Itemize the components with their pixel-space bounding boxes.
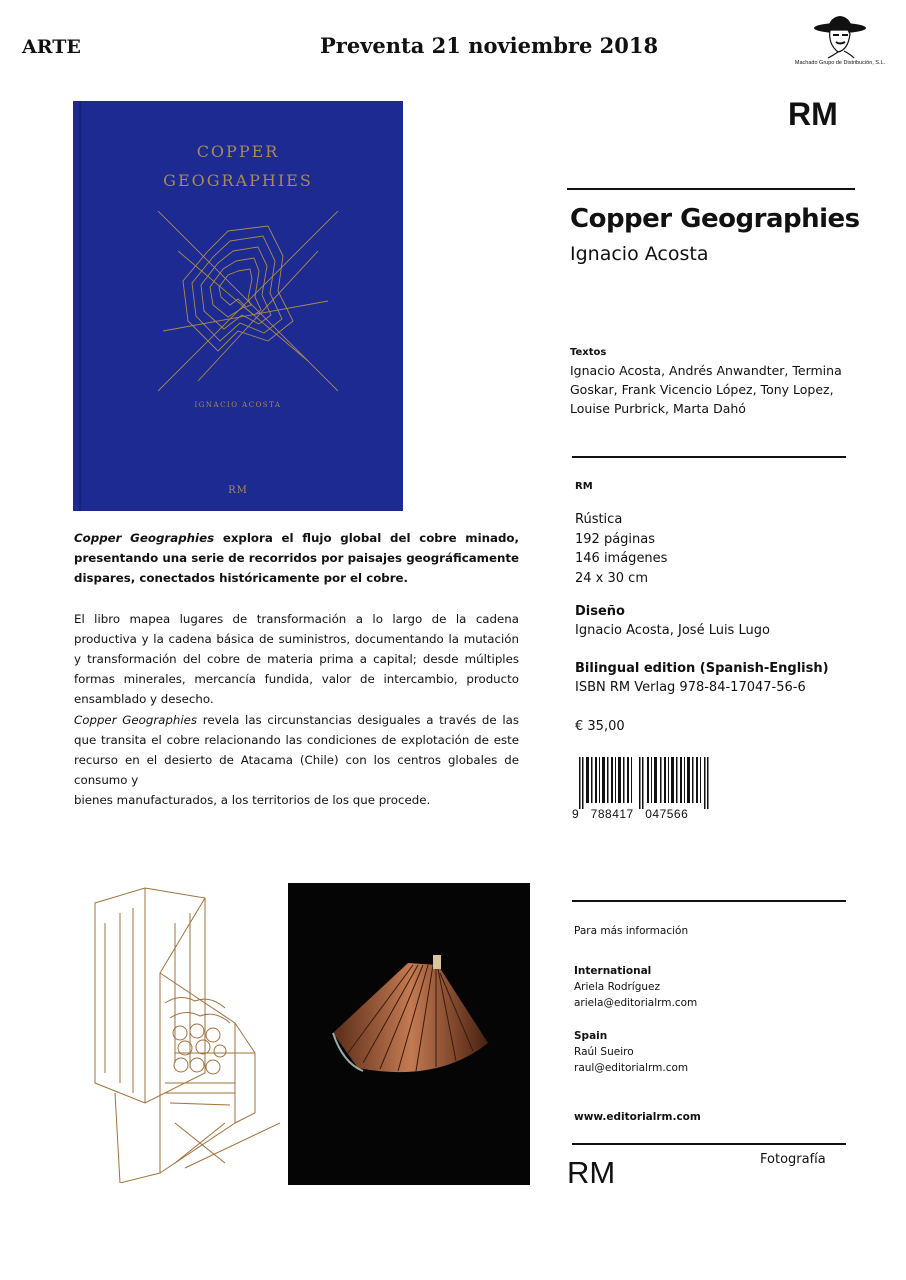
barcode-icon <box>577 757 712 809</box>
design-label: Diseño <box>575 604 625 619</box>
website-link[interactable]: www.editorialrm.com <box>574 1111 701 1123</box>
international-contact-name: Ariela Rodríguez <box>574 981 661 993</box>
section-label: ARTE <box>22 36 81 58</box>
description-paragraph: bienes manufacturados, a los territorios de los que procede. <box>74 793 431 807</box>
book-author: Ignacio Acosta <box>570 243 709 265</box>
publisher-logo: RM <box>788 96 838 132</box>
copper-lamp-photo <box>288 883 530 1185</box>
binding: Rústica <box>575 512 623 527</box>
international-label: International <box>574 965 652 977</box>
price: € 35,00 <box>575 719 625 734</box>
distributor-caption: Machado Grupo de Distribución, S.L. <box>794 60 886 66</box>
edition-label: Bilingual edition (Spanish-English) <box>575 661 829 676</box>
book-title: Copper Geographies <box>570 204 860 234</box>
cover-publisher: RM <box>228 485 248 496</box>
contour-map-icon <box>158 211 338 401</box>
texts-authors: Ignacio Acosta, Andrés Anwandter, Termina Goskar, Frank Vicencio López, Tony Lopez, Louise Purbrick, Marta Dahó <box>570 363 842 416</box>
cover-title: COPPER GEOGRAPHIES <box>163 142 313 190</box>
copper-lamp-icon <box>288 883 530 1185</box>
spain-contact-name: Raúl Sueiro <box>574 1046 634 1058</box>
international-email-link[interactable]: ariela@editorialrm.com <box>574 997 698 1009</box>
divider <box>572 1143 846 1145</box>
texts-label: Textos <box>570 347 607 358</box>
book-cover <box>73 101 403 511</box>
divider <box>572 456 846 458</box>
presale-date: Preventa 21 noviembre 2018 <box>320 33 659 58</box>
category-label: Fotografía <box>760 1152 826 1167</box>
architectural-drawing-icon <box>85 883 280 1183</box>
publisher-label: RM <box>575 481 593 492</box>
cover-author: IGNACIO ACOSTA <box>194 401 282 409</box>
image-count: 146 imágenes <box>575 551 668 566</box>
divider <box>572 900 846 902</box>
more-info-label: Para más información <box>574 925 689 937</box>
isbn: ISBN RM Verlag 978-84-17047-56-6 <box>575 680 806 695</box>
page-count: 192 páginas <box>575 531 656 547</box>
book-specs <box>575 510 667 588</box>
design-value: Ignacio Acosta, José Luis Lugo <box>575 623 770 638</box>
description-lead: Copper Geographies explora el flujo global del cobre minado, presentando una serie de recorridos por paisajes geográficamente dispares, conectados históricamente por el cobre. <box>74 531 520 585</box>
footer-logo: RM <box>567 1155 616 1190</box>
spain-email-link[interactable]: raul@editorialrm.com <box>574 1062 689 1074</box>
spain-label: Spain <box>574 1030 608 1042</box>
book-size: 24 x 30 cm <box>575 570 648 586</box>
description-paragraph: Copper Geographies revela las circunstancias desiguales a través de las que transita el cobre relacionando las condiciones de explotación de este recurso en el desierto de Atacama (Chile) con los centros globales de consumo y <box>74 713 519 787</box>
description-paragraph: El libro mapea lugares de transformación a lo largo de la cadena productiva y la cadena básica de suministros, documentando la mutación y transformación del cobre de materia prima a capital; desde múltiples formas minerales, mercancía fundida, valor de intercambio, producto ensamblado y desecho. <box>74 612 519 706</box>
divider <box>567 188 855 190</box>
barcode-number: 9 788417 047566 <box>572 807 689 821</box>
